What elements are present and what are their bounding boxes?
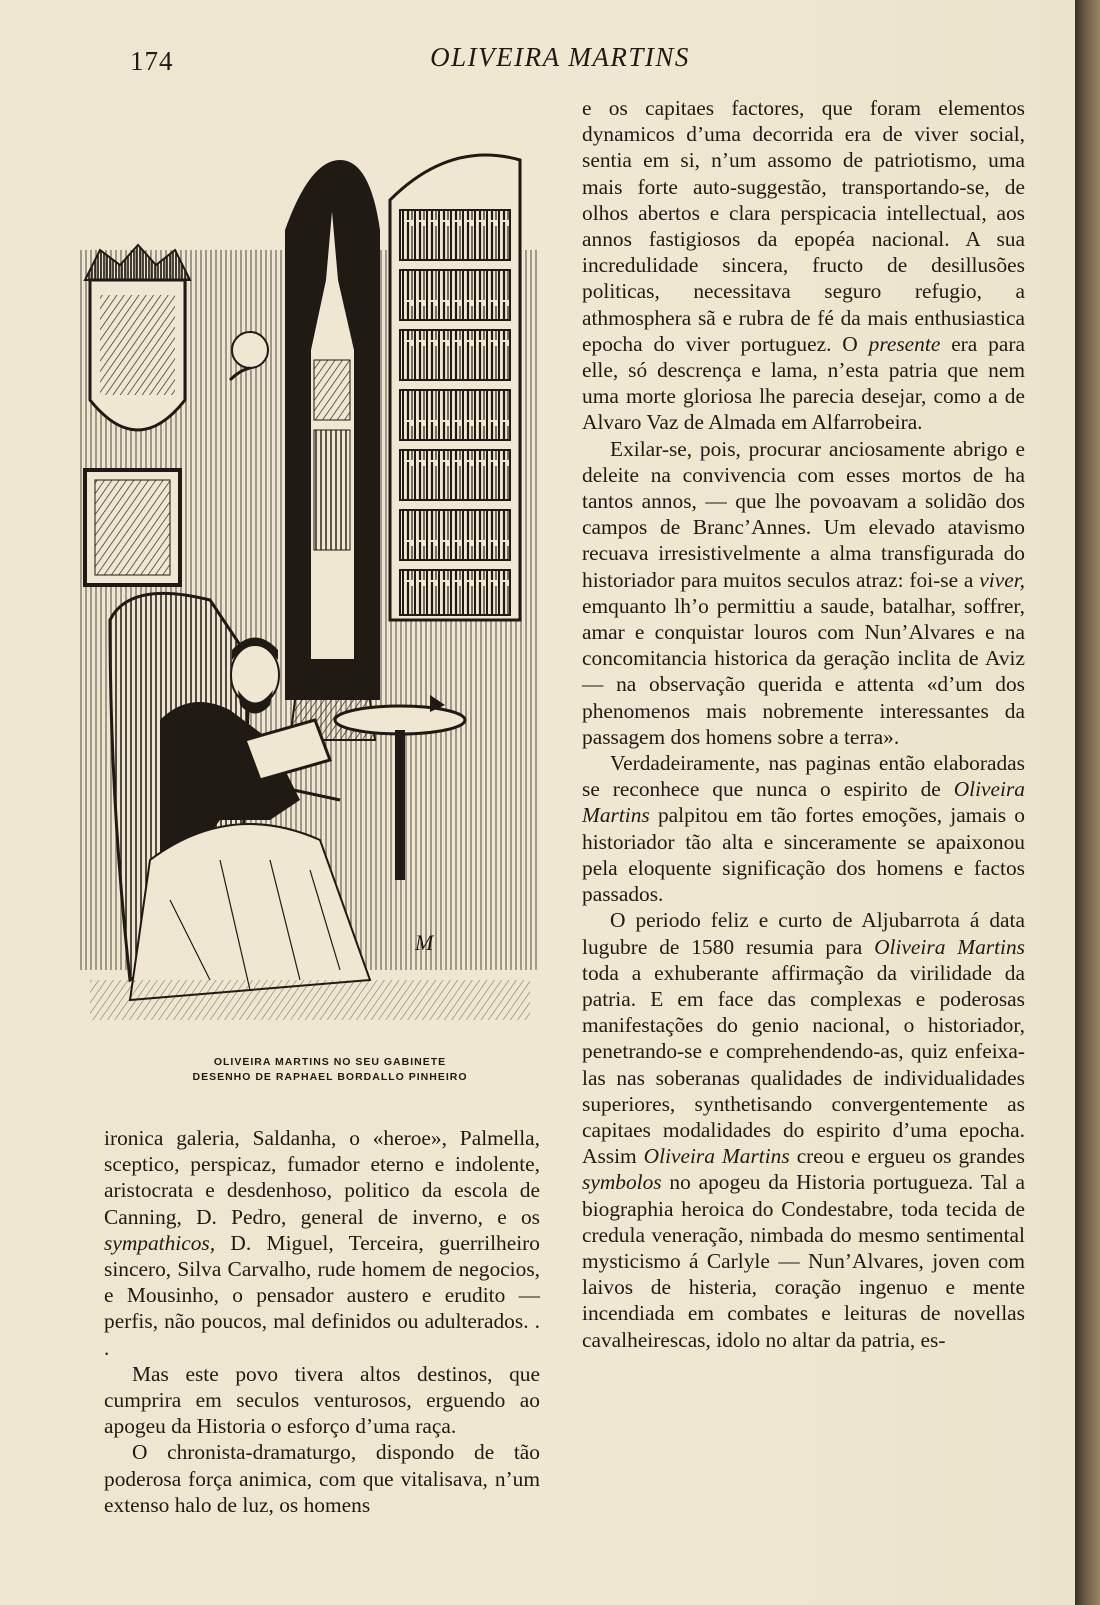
paragraph: Verdadeiramente, nas paginas então elaboradas se reconhece que nunca o espirito de Oliveira Martins palpitou em tão fortes emoções, jamais o historiador tão alta e sinceramente se apaixonou pela eloquente significação dos homens e factos passados. xyxy=(582,751,1025,907)
left-text-column xyxy=(104,1125,540,1518)
caption-line-2: DESENHO DE RAPHAEL BORDALLO PINHEIRO xyxy=(192,1071,468,1083)
page-edge-shadow xyxy=(1075,0,1100,1605)
illustration-study xyxy=(70,100,550,1035)
running-head: OLIVEIRA MARTINS xyxy=(430,42,690,72)
paragraph: O periodo feliz e curto de Aljubarrota á data lugubre de 1580 resumia para Oliveira Martins toda a exhuberante affirmação da virilidade da patria. E em face das complexas e poderosas manifestações do genio nacional, o historiador, penetrando-se e comprehendendo-as, quiz enfeixa-las nas soberanas qualidades de individualidades superiores, synthetisando convergentemente as capitaes modalidades do espirito d’uma epocha. Assim Oliveira Martins creou e ergueu os grandes symbolos no apogeu da Historia portugueza. Tal a biographia heroica do Condestabre, toda tecida de credula veneração, nimbada do mesmo sentimental mysticismo á Carlyle — Nun’Alvares, joven com laivos de histeria, coração ingenuo e mente incendiada em combates e leituras de novellas cavalheirescas, idolo no altar da patria, es- xyxy=(582,908,1025,1352)
artist-signature: M xyxy=(415,930,434,955)
paragraph: ironica galeria, Saldanha, o «heroe», Palmella, sceptico, perspicaz, fumador eterno e indolente, aristocrata e desdenhoso, politico da escola de Canning, D. Pedro, general de inverno, e os sympathicos, D. Miguel, Terceira, guerrilheiro sincero, Silva Carvalho, rude homem de negocios, e Mousinho, o pensador austero e erudito — perfis, não poucos, mal definidos ou adulterados. . . xyxy=(104,1126,540,1360)
illustration-drawing xyxy=(70,100,550,1035)
right-text-column xyxy=(582,95,1025,1353)
paragraph: Exilar-se, pois, procurar anciosamente abrigo e deleite na convivencia com esses mortos de ha tantos annos, — que lhe povoavam a solidão dos campos de Branc’Annes. Um elevado atavismo recuava irresistivelmente a alma transfigurada do historiador para muitos seculos atraz: foi-se a viver, emquanto lh’o permittiu a saude, batalhar, soffrer, amar e conquistar louros com Nun’Alvares e na concomitancia historica da geração inclita de Aviz — na observação querida e attenta «d’um dos phenomenos mais nobremente interessantes da passagem dos homens sobre a terra». xyxy=(582,436,1025,749)
paragraph: O chronista-dramaturgo, dispondo de tão poderosa força animica, com que vitalisava, n’um extenso halo de luz, os homens xyxy=(104,1440,540,1517)
caption-line-1: OLIVEIRA MARTINS NO SEU GABINETE xyxy=(213,1056,447,1068)
figure-caption xyxy=(110,1055,550,1085)
page-number: 174 xyxy=(130,46,174,76)
paragraph: Mas este povo tivera altos destinos, que cumprira em seculos venturosos, erguendo ao apogeu da Historia o esforço d’uma raça. xyxy=(104,1361,540,1439)
paragraph: e os capitaes factores, que foram elementos dynamicos d’uma decorrida era de viver social, sentia em si, n’um assomo de patriotismo, uma mais forte auto-suggestão, transportando-se, de olhos abertos e clara perspicacia intellectual, aos annos fastigiosos da epopéa nacional. A sua incredulidade sincera, fructo de desillusões politicas, necessitava seguro refugio, a athmosphera sã e rubra de fé da mais enthusiastica epocha do viver portuguez. O presente era para elle, só descrença e lama, n’esta patria que nem uma morte gloriosa lhe parecia desejar, como a de Alvaro Vaz de Almada em Alfarrobeira. xyxy=(582,96,1025,435)
